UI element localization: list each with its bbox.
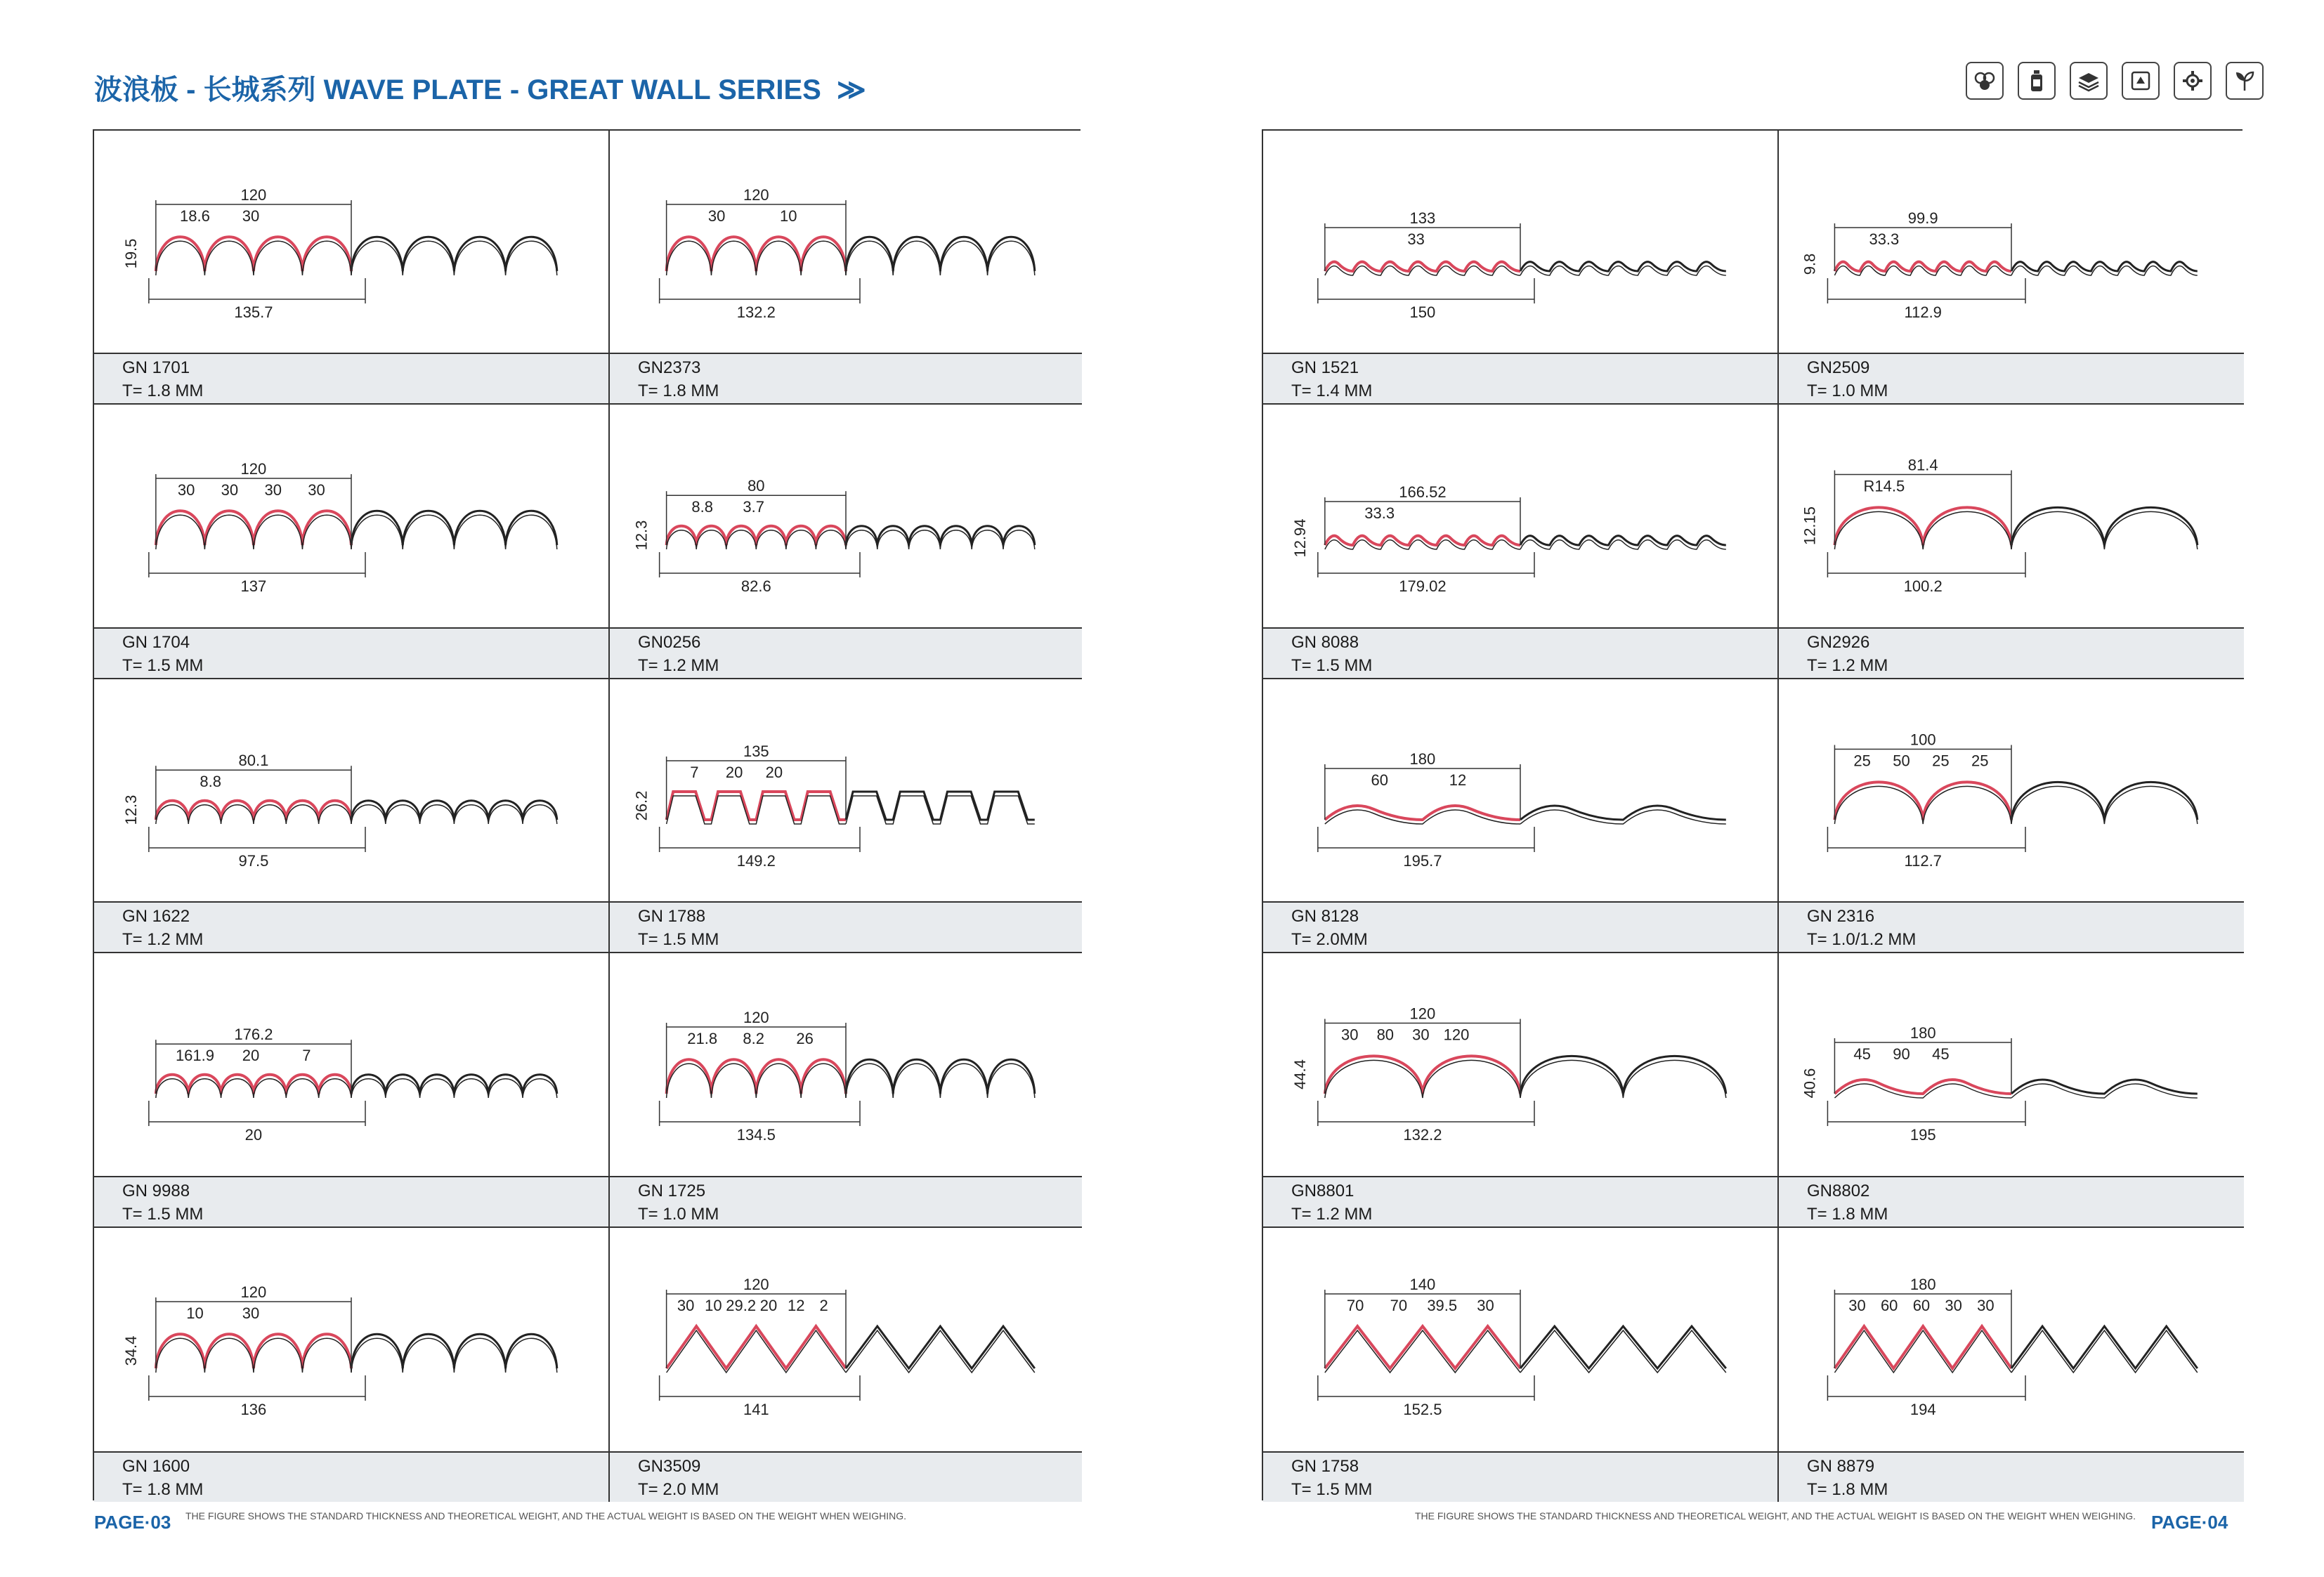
profile-thickness: T= 1.5 MM xyxy=(638,930,719,950)
dimension-label: 18.6 xyxy=(180,207,210,225)
profile-code: GN8802 xyxy=(1807,1181,1870,1200)
profile-label xyxy=(94,901,608,952)
dimension-label: 120 xyxy=(1443,1026,1470,1044)
dimension-label: 33 xyxy=(1407,230,1425,248)
profile-code: GN8801 xyxy=(1291,1181,1354,1200)
dimension-label: 44.4 xyxy=(1291,1059,1309,1090)
profile-svg xyxy=(610,1228,1082,1451)
dimension-label: 195 xyxy=(1910,1126,1936,1144)
profile-card xyxy=(1263,679,1779,953)
layers-icon xyxy=(2070,62,2108,100)
dimension-label: 8.2 xyxy=(743,1030,764,1048)
profile-label xyxy=(1263,901,1777,952)
dimension-label: 30 xyxy=(221,481,239,499)
profile-highlight xyxy=(156,241,351,275)
profile-thickness: T= 1.8 MM xyxy=(638,381,719,401)
dimension-label: 180 xyxy=(1409,750,1436,768)
profile-outline xyxy=(2011,1326,2198,1368)
profile-card xyxy=(1779,679,2244,953)
dimension-label: 134.5 xyxy=(736,1126,776,1144)
profile-code: GN 1622 xyxy=(122,907,190,927)
profile-thickness: T= 1.5 MM xyxy=(1291,1479,1373,1499)
profile-svg xyxy=(610,679,1082,903)
dimension-label: 26 xyxy=(796,1030,814,1048)
dimension-label: 40.6 xyxy=(1801,1068,1819,1099)
profile-code: GN3509 xyxy=(638,1456,701,1476)
profile-thickness: T= 1.8 MM xyxy=(1807,1479,1888,1499)
dimension-label: 39.5 xyxy=(1427,1296,1458,1314)
profile-drawing xyxy=(94,131,608,354)
profile-svg xyxy=(1779,679,2244,903)
profile-drawing xyxy=(94,679,608,903)
profile-highlight xyxy=(156,516,351,550)
profile-outline xyxy=(846,526,1035,545)
profile-label xyxy=(1779,1176,2244,1226)
dimension-label: 30 xyxy=(177,481,195,499)
dimension-label: 12 xyxy=(1449,771,1467,789)
profile-svg xyxy=(1263,131,1777,354)
profile-drawing xyxy=(1263,1228,1777,1451)
profile-thickness: T= 1.0 MM xyxy=(638,1204,719,1224)
dimension-label: 60 xyxy=(1371,771,1388,789)
dimension-label: 2 xyxy=(819,1296,828,1314)
profile-thickness: T= 1.2 MM xyxy=(1291,1204,1373,1224)
profile-label xyxy=(610,627,1082,678)
profile-outline xyxy=(846,1330,1035,1373)
profile-highlight xyxy=(1325,1056,1520,1094)
profile-svg xyxy=(94,131,608,354)
profile-svg xyxy=(610,405,1082,628)
profile-code: GN 8879 xyxy=(1807,1456,1875,1476)
profile-thickness: T= 1.5 MM xyxy=(122,1204,204,1224)
right-profile-grid xyxy=(1262,129,2243,1500)
profile-card xyxy=(1779,405,2244,679)
dimension-label: 10 xyxy=(186,1304,204,1322)
profile-outline xyxy=(846,241,1035,275)
dimension-label: 20 xyxy=(244,1126,263,1144)
profile-thickness: T= 2.0MM xyxy=(1291,930,1368,950)
profile-thickness: T= 1.8 MM xyxy=(122,1479,204,1499)
dimension-label: 140 xyxy=(1409,1275,1436,1293)
profile-label xyxy=(94,353,608,403)
dimension-label: 194 xyxy=(1910,1400,1936,1418)
dimension-label: 141 xyxy=(743,1400,769,1418)
profile-card xyxy=(94,1228,610,1502)
page-number-left: PAGE·03 xyxy=(94,1512,171,1533)
profile-svg xyxy=(94,405,608,628)
dimension-label: 30 xyxy=(1945,1296,1962,1314)
dimension-label: 21.8 xyxy=(687,1030,718,1048)
profile-code: GN 1701 xyxy=(122,358,190,378)
profile-card xyxy=(1263,953,1779,1227)
dimension-label: 60 xyxy=(1880,1296,1898,1314)
dimension-label: 120 xyxy=(743,1009,769,1027)
profile-highlight xyxy=(667,526,846,545)
dimension-label: 60 xyxy=(1912,1296,1931,1314)
dimension-label: 112.9 xyxy=(1904,303,1942,321)
profile-drawing xyxy=(1263,131,1777,354)
profile-highlight xyxy=(1325,262,1520,271)
dimension-label: 20 xyxy=(759,1296,778,1314)
profile-code: GN 9988 xyxy=(122,1181,190,1200)
dimension-label: 30 xyxy=(1977,1296,1995,1314)
profile-card xyxy=(1263,405,1779,679)
profile-code: GN 1788 xyxy=(638,907,706,927)
profile-highlight xyxy=(667,241,846,275)
dimension-label: 50 xyxy=(1893,752,1910,770)
dimension-label: 33.3 xyxy=(1364,504,1395,523)
profile-highlight xyxy=(1325,536,1520,545)
profile-svg xyxy=(1779,405,2244,628)
profile-label xyxy=(1779,353,2244,403)
profile-label xyxy=(94,627,608,678)
dimension-label: 135.7 xyxy=(234,303,273,321)
profile-outline xyxy=(351,1338,557,1373)
dimension-label: 150 xyxy=(1409,303,1436,321)
profile-drawing xyxy=(1779,131,2244,354)
dimension-label: 12.94 xyxy=(1291,518,1309,558)
dimension-label: 12.3 xyxy=(632,520,651,551)
profile-highlight xyxy=(667,1330,846,1373)
profile-highlight xyxy=(156,1075,351,1094)
page-number-right: PAGE·04 xyxy=(2151,1512,2228,1533)
profile-outline xyxy=(351,1075,557,1094)
dimension-label: 33.3 xyxy=(1869,230,1900,248)
profile-thickness: T= 1.0 MM xyxy=(1807,381,1888,401)
dimension-label: 30 xyxy=(677,1296,695,1314)
profile-outline xyxy=(351,800,557,819)
profile-drawing xyxy=(610,131,1082,354)
profile-label xyxy=(1263,1451,1777,1502)
profile-highlight xyxy=(156,800,351,819)
profile-card xyxy=(610,1228,1082,1502)
profile-code: GN 8128 xyxy=(1291,907,1359,927)
profile-card xyxy=(1779,1228,2244,1502)
profile-card xyxy=(1779,131,2244,405)
profile-outline xyxy=(351,516,557,550)
profile-svg xyxy=(1263,953,1777,1177)
profile-card xyxy=(1263,1228,1779,1502)
dimension-label: 137 xyxy=(240,577,267,596)
profile-svg xyxy=(610,953,1082,1177)
profile-thickness: T= 2.0 MM xyxy=(638,1479,719,1499)
dimension-label: 34.4 xyxy=(122,1335,140,1366)
dimension-label: 20 xyxy=(725,763,743,781)
dimension-label: 70 xyxy=(1390,1296,1408,1314)
dimension-label: 176.2 xyxy=(234,1026,273,1044)
dimension-label: 133 xyxy=(1409,209,1436,227)
profile-card xyxy=(610,131,1082,405)
chevron-double-icon: ≫ xyxy=(836,74,866,105)
footer-note-right: THE FIGURE SHOWS THE STANDARD THICKNESS AND THEORETICAL WEIGHT, AND THE ACTUAL WEIGHT IS BASED ON THE WEIGHT WHEN WEIGHING. xyxy=(1414,1510,2136,1522)
profile-label xyxy=(610,901,1082,952)
dimension-label: 152.5 xyxy=(1403,1400,1442,1418)
profile-drawing xyxy=(1263,679,1777,903)
dimension-label: 120 xyxy=(743,1275,769,1293)
profile-card xyxy=(94,953,610,1227)
profile-svg xyxy=(1779,131,2244,354)
page-title xyxy=(94,67,866,107)
profile-drawing xyxy=(610,679,1082,903)
dimension-label: 90 xyxy=(1893,1045,1910,1064)
dimension-label: 180 xyxy=(1910,1024,1936,1042)
profile-svg xyxy=(1263,679,1777,903)
dimension-label: 8.8 xyxy=(691,498,714,516)
profile-outline xyxy=(2011,1330,2198,1373)
profile-code: GN 1758 xyxy=(1291,1456,1359,1476)
profile-code: GN 1704 xyxy=(122,632,190,652)
dimension-label: 30 xyxy=(242,207,260,225)
profile-card xyxy=(94,131,610,405)
dimension-label: 100 xyxy=(1910,731,1936,749)
profile-highlight xyxy=(1325,1326,1520,1368)
profile-drawing xyxy=(610,405,1082,628)
dimension-label: 161.9 xyxy=(175,1047,215,1065)
profile-drawing xyxy=(610,1228,1082,1451)
profile-thickness: T= 1.8 MM xyxy=(122,381,204,401)
profile-outline xyxy=(1520,536,1726,545)
dimension-label: 12.15 xyxy=(1801,506,1819,546)
dimension-label: 26.2 xyxy=(632,790,651,821)
dimension-label: 80 xyxy=(1376,1026,1395,1044)
profile-highlight xyxy=(1834,1080,2011,1094)
profile-thickness: T= 1.2 MM xyxy=(1807,655,1888,675)
dimension-label: 20 xyxy=(765,763,783,781)
bottle-icon xyxy=(2018,62,2056,100)
profile-label xyxy=(1263,353,1777,403)
dimension-label: 30 xyxy=(1477,1296,1494,1314)
dimension-label: 70 xyxy=(1346,1296,1364,1314)
profile-highlight xyxy=(667,1064,846,1098)
profile-code: GN2926 xyxy=(1807,632,1870,652)
profile-label xyxy=(1779,901,2244,952)
profile-outline xyxy=(846,1064,1035,1098)
profile-code: GN 8088 xyxy=(1291,632,1359,652)
left-profile-grid xyxy=(93,129,1081,1500)
dimension-label: 179.02 xyxy=(1399,577,1447,596)
profile-label xyxy=(610,353,1082,403)
dimension-label: 7 xyxy=(690,763,699,781)
dimension-label: 45 xyxy=(1853,1045,1871,1064)
profile-highlight xyxy=(1834,782,2011,820)
profile-outline xyxy=(2011,262,2198,271)
profile-highlight xyxy=(1325,806,1520,820)
profile-svg xyxy=(610,131,1082,354)
profile-outline xyxy=(1520,806,1726,820)
profile-drawing xyxy=(1779,679,2244,903)
profile-thickness: T= 1.0/1.2 MM xyxy=(1807,930,1917,950)
stack-icon xyxy=(1966,62,2004,100)
dimension-label: 10 xyxy=(705,1296,722,1314)
profile-code: GN 1600 xyxy=(122,1456,190,1476)
profile-label xyxy=(94,1451,608,1502)
dimension-label: 120 xyxy=(1409,1005,1436,1023)
dimension-label: 30 xyxy=(1341,1026,1359,1044)
dimension-label: 136 xyxy=(240,1400,267,1418)
profile-code: GN 1521 xyxy=(1291,358,1359,378)
profile-thickness: T= 1.2 MM xyxy=(638,655,719,675)
profile-svg xyxy=(1779,1228,2244,1451)
dimension-label: 112.7 xyxy=(1904,851,1942,870)
profile-highlight xyxy=(156,1338,351,1373)
profile-highlight xyxy=(1834,508,2011,546)
dimension-label: 25 xyxy=(1853,752,1871,770)
feature-icons xyxy=(1966,62,2264,100)
profile-outline xyxy=(2011,782,2198,820)
dimension-label: 30 xyxy=(707,207,726,225)
profile-code: GN2509 xyxy=(1807,358,1870,378)
dimension-label: 8.8 xyxy=(200,772,222,790)
profile-thickness: T= 1.5 MM xyxy=(122,655,204,675)
profile-outline xyxy=(2011,508,2198,546)
dimension-label: 30 xyxy=(308,481,325,499)
profile-svg xyxy=(94,953,608,1177)
dimension-label: 80.1 xyxy=(238,751,269,769)
dimension-label: 166.52 xyxy=(1399,483,1447,502)
dimension-label: 120 xyxy=(240,1283,267,1301)
profile-label xyxy=(1263,1176,1777,1226)
dimension-label: 25 xyxy=(1932,752,1950,770)
profile-label xyxy=(94,1176,608,1226)
title-text: 波浪板 - 长城系列 WAVE PLATE - GREAT WALL SERIES xyxy=(94,74,821,105)
profile-outline xyxy=(1520,1326,1726,1368)
dimension-label: 3.7 xyxy=(743,498,764,516)
profile-drawing xyxy=(1779,953,2244,1177)
profile-thickness: T= 1.5 MM xyxy=(1291,655,1373,675)
dimension-label: 82.6 xyxy=(740,577,771,596)
dimension-label: 132.2 xyxy=(1403,1126,1442,1144)
profile-label xyxy=(610,1451,1082,1502)
profile-svg xyxy=(94,679,608,903)
profile-card xyxy=(94,405,610,679)
profile-outline xyxy=(1520,1330,1726,1373)
dimension-label: R14.5 xyxy=(1863,477,1905,495)
profile-drawing xyxy=(1779,1228,2244,1451)
profile-svg xyxy=(1779,953,2244,1177)
dimension-label: 7 xyxy=(302,1047,311,1065)
dimension-label: 149.2 xyxy=(736,851,776,870)
dimension-label: 120 xyxy=(240,186,267,204)
profile-drawing xyxy=(1263,953,1777,1177)
profile-thickness: T= 1.8 MM xyxy=(1807,1204,1888,1224)
dimension-label: 195.7 xyxy=(1403,851,1442,870)
dimension-label: 132.2 xyxy=(736,303,776,321)
gear-icon xyxy=(2174,62,2212,100)
profile-highlight xyxy=(1325,1330,1520,1373)
dimension-label: 100.2 xyxy=(1903,577,1943,596)
profile-svg xyxy=(1263,405,1777,628)
profile-drawing xyxy=(610,953,1082,1177)
profile-outline xyxy=(2011,1080,2198,1094)
dimension-label: 20 xyxy=(242,1047,260,1065)
profile-svg xyxy=(1263,1228,1777,1451)
profile-drawing xyxy=(94,1228,608,1451)
profile-drawing xyxy=(94,953,608,1177)
dimension-label: 25 xyxy=(1971,752,1989,770)
profile-outline xyxy=(1520,1056,1726,1094)
dimension-label: 81.4 xyxy=(1907,456,1938,474)
profile-label xyxy=(1263,627,1777,678)
profile-thickness: T= 1.2 MM xyxy=(122,930,204,950)
profile-drawing xyxy=(1779,405,2244,628)
profile-highlight xyxy=(1834,1330,2011,1373)
profile-highlight xyxy=(1834,1326,2011,1368)
profile-code: GN0256 xyxy=(638,632,701,652)
dimension-label: 30 xyxy=(242,1304,260,1322)
profile-highlight xyxy=(1834,262,2011,271)
dimension-label: 45 xyxy=(1932,1045,1950,1064)
dimension-label: 12 xyxy=(788,1296,805,1314)
dimension-label: 180 xyxy=(1910,1275,1936,1293)
profile-code: GN2373 xyxy=(638,358,701,378)
dimension-label: 99.9 xyxy=(1907,209,1938,227)
profile-outline xyxy=(846,1326,1035,1368)
profile-svg xyxy=(94,1228,608,1451)
profile-card xyxy=(610,405,1082,679)
dimension-label: 120 xyxy=(240,460,267,478)
dimension-label: 30 xyxy=(264,481,282,499)
profile-label xyxy=(1779,1451,2244,1502)
dimension-label: 29.2 xyxy=(726,1296,757,1314)
profile-label xyxy=(1779,627,2244,678)
dimension-label: 12.3 xyxy=(122,794,140,825)
profile-highlight xyxy=(667,1326,846,1368)
profile-card xyxy=(1263,131,1779,405)
profile-outline xyxy=(351,241,557,275)
profile-thickness: T= 1.4 MM xyxy=(1291,381,1373,401)
profile-outline xyxy=(1520,262,1726,271)
dimension-label: 30 xyxy=(1412,1026,1430,1044)
profile-drawing xyxy=(1263,405,1777,628)
profile-card xyxy=(1779,953,2244,1227)
footer-note-left: THE FIGURE SHOWS THE STANDARD THICKNESS AND THEORETICAL WEIGHT, AND THE ACTUAL WEIGHT IS BASED ON THE WEIGHT WHEN WEIGHING. xyxy=(185,1510,907,1522)
profile-card xyxy=(94,679,610,953)
plant-icon xyxy=(2226,62,2264,100)
dimension-label: 10 xyxy=(780,207,797,225)
profile-drawing xyxy=(94,405,608,628)
profile-label xyxy=(610,1176,1082,1226)
profile-code: GN 2316 xyxy=(1807,907,1875,927)
dimension-label: 9.8 xyxy=(1801,253,1819,275)
dimension-label: 97.5 xyxy=(238,851,269,870)
profile-card xyxy=(610,953,1082,1227)
dimension-label: 19.5 xyxy=(122,238,140,269)
recycle-icon xyxy=(2122,62,2160,100)
dimension-label: 30 xyxy=(1848,1296,1866,1314)
dimension-label: 80 xyxy=(748,477,765,495)
dimension-label: 135 xyxy=(743,742,769,760)
profile-code: GN 1725 xyxy=(638,1181,706,1200)
profile-card xyxy=(610,679,1082,953)
dimension-label: 120 xyxy=(743,186,769,204)
